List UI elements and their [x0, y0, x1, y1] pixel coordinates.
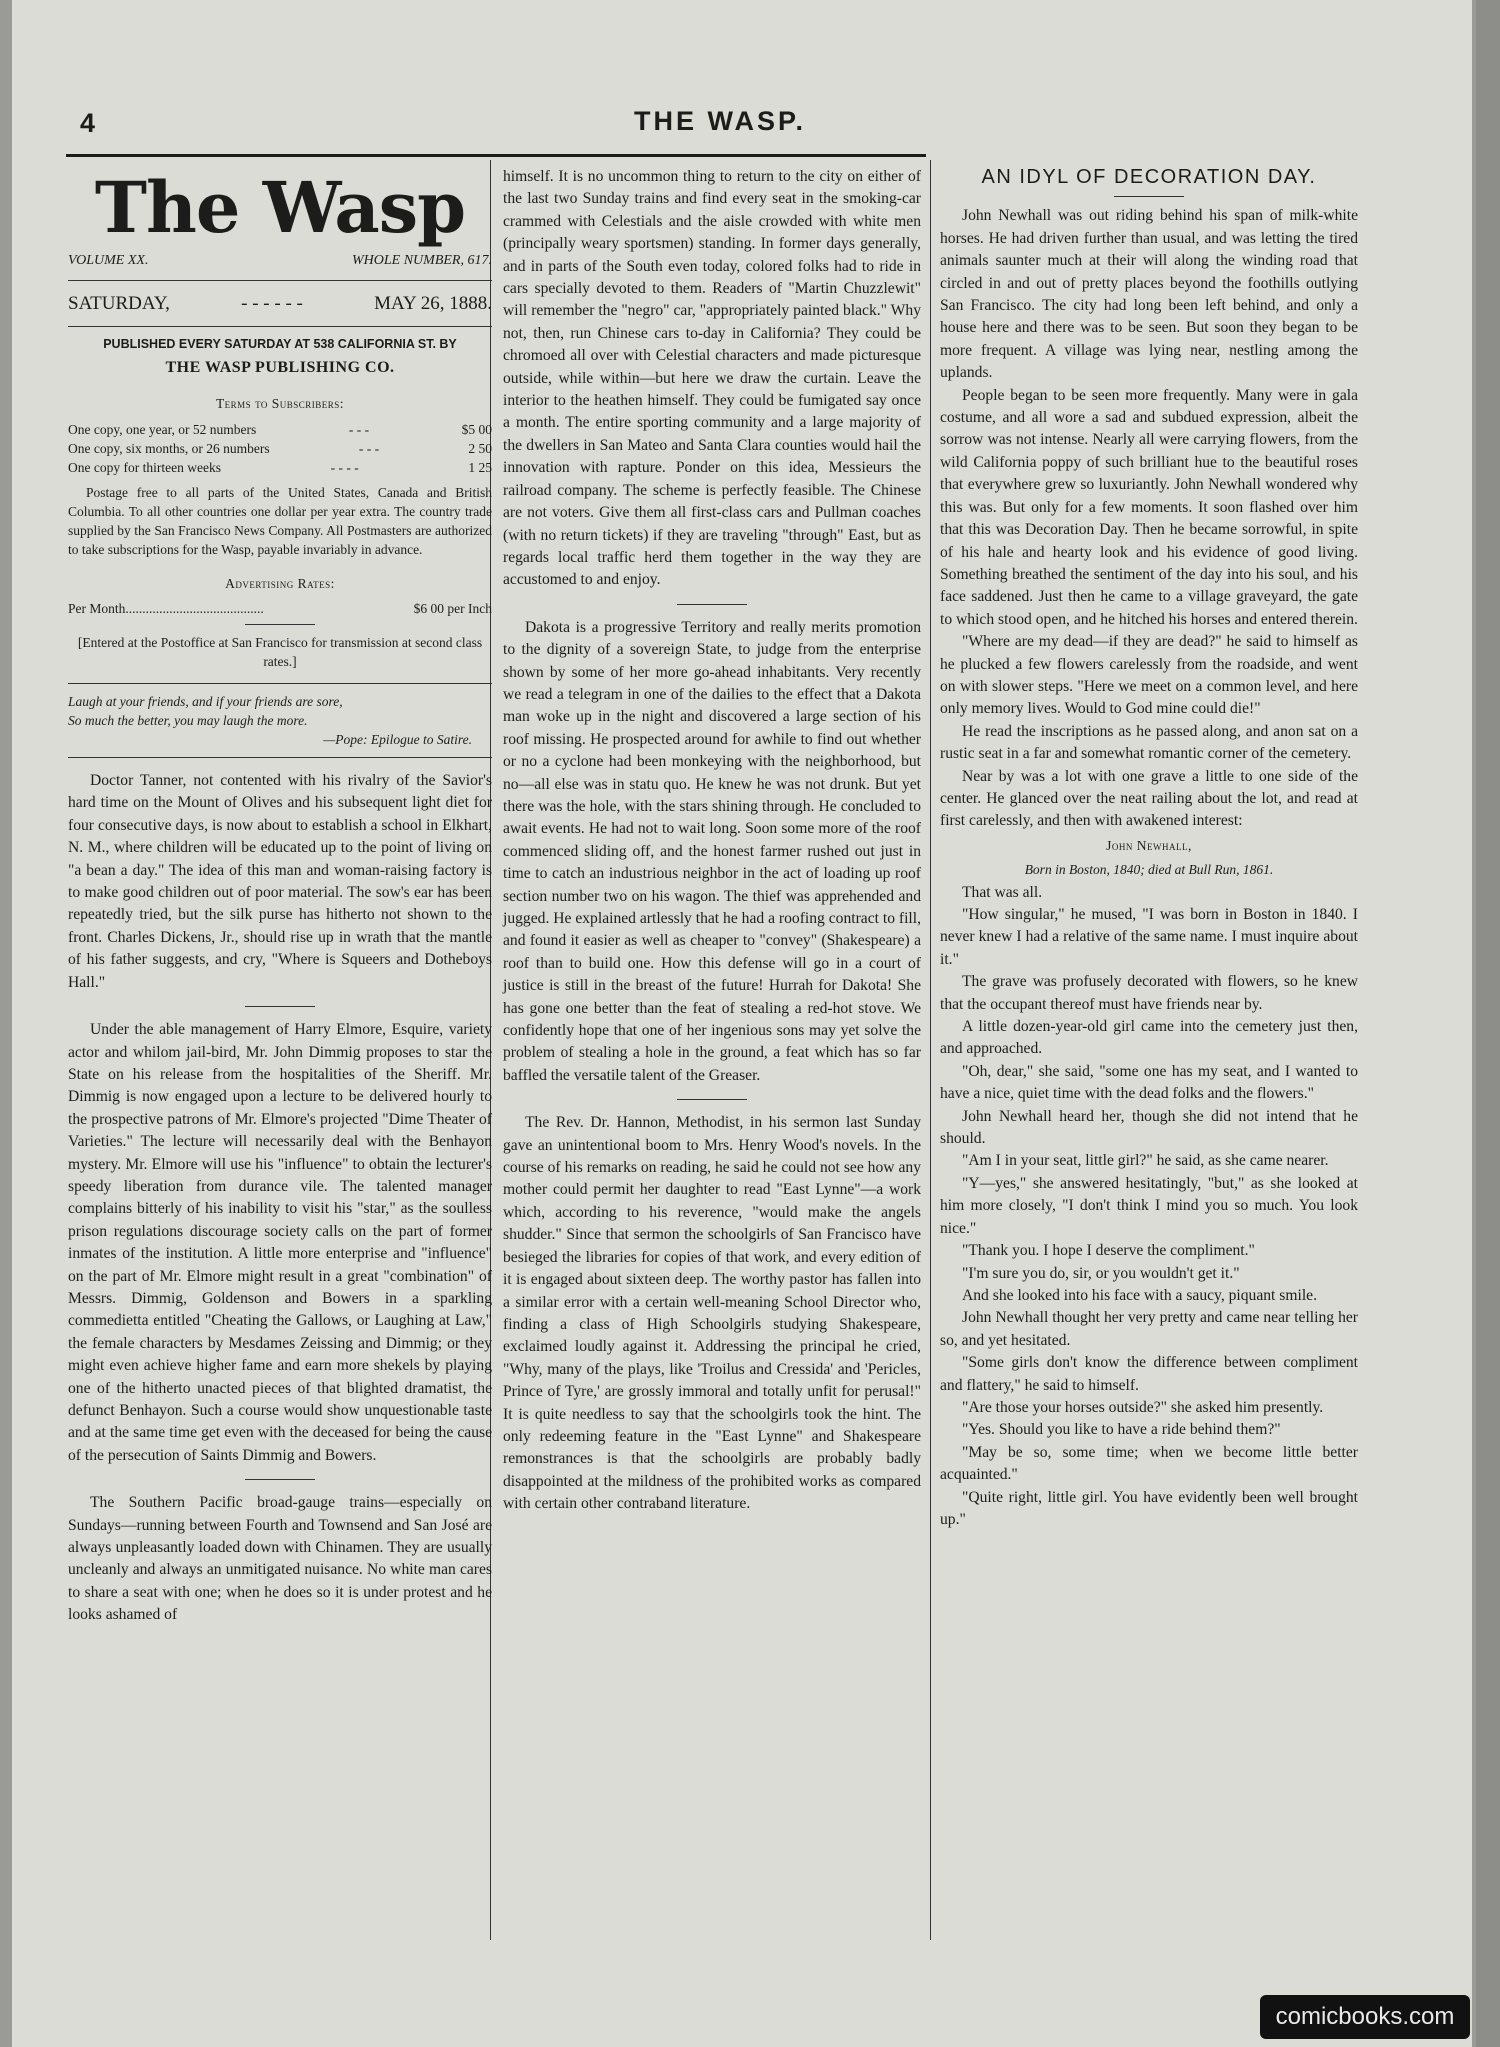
story-paragraph: "Thank you. I hope I deserve the compliment." — [962, 1242, 1255, 1260]
terms-row: One copy for thirteen weeks - - - - 1 25 — [68, 459, 492, 475]
separator — [677, 604, 747, 605]
divider — [68, 326, 492, 327]
watermark-logo: comicbooks.com — [1260, 1995, 1470, 2039]
epitaph-name: John Newhall, — [1106, 837, 1192, 853]
volume-line — [68, 250, 492, 272]
story-paragraph: He read the inscriptions as he passed along, and anon sat on a rustic seat in a far and somewhat romantic corner of the cemetery. — [940, 722, 1358, 763]
publisher: THE WASP PUBLISHING CO. — [165, 358, 395, 376]
advertising-rate: Per Month......................................... $6 00 per Inch — [68, 601, 492, 617]
masthead: The Wasp — [94, 166, 466, 249]
postage-notice: Postage free to all parts of the United States, Canada and British Columbia. To all other countries one dollar per year extra. The country trade supplied by the San Francisco News Company. All Postmasters are authorized to take subscriptions for the Wasp, payable invariably in advance. — [68, 484, 492, 557]
story-paragraph: A little dozen-year-old girl came into the cemetery just then, and approached. — [940, 1018, 1358, 1058]
terms-row: One copy, one year, or 52 numbers - - - $5 00 — [68, 421, 492, 437]
story-paragraph: "Am I in your seat, little girl?" he said, as she came nearer. — [962, 1152, 1329, 1170]
column-rule — [930, 160, 931, 1940]
epitaph-dates: Born in Boston, 1840; died at Bull Run, 1861. — [1024, 862, 1274, 878]
article-paragraph: The Rev. Dr. Hannon, Methodist, in his sermon last Sunday gave an unintentional boom to Mrs. Henry Wood's novels. In the course of his remarks on reading, he said he could not see how any mother could permit her daughter to read "East Lynne"—a work which, according to his reverence, "would make the angels shudder." Since that sermon the schoolgirls of San Francisco have besieged the libraries for copies of that work, and every edition of it is engaged about sixteen deep. The worthy pastor has fallen into a similar error with a certain well-meaning School Director who, finding a class of High Schoolgirls studying Shakespeare, exclaimed loudly against it. Addressing the principal he cried, "Why, many of the plays, like 'Troilus and Cressida' and 'Pericles, Prince of Tyre,' are grossly immoral and totally unfit for perusal!" It is quite needless to say that the schoolgirls took the hint. The only redeeming feature in the "East Lynne" and Shakespeare remonstrances is that the schoolgirls are probably badly disappointed at the mildness of the prohibited works as compared with certain other contraband literature. — [503, 1114, 921, 1513]
whole-number: WHOLE NUMBER, 617. — [352, 253, 492, 268]
story-paragraph: "Y—yes," she answered hesitatingly, "but," as she looked at him more closely, "I don't think I mind you so much. You look nice." — [940, 1174, 1358, 1237]
story-title: AN IDYL OF DECORATION DAY. — [981, 166, 1317, 188]
column-1 — [68, 166, 492, 1627]
separator — [677, 1099, 747, 1100]
separator — [245, 1006, 315, 1007]
published-notice: PUBLISHED EVERY SATURDAY AT 538 CALIFORNIA ST. BY — [103, 336, 457, 351]
story-paragraph: "How singular," he mused, "I was born in Boston in 1840. I never knew I had a relative of the same name. I must inquire about it." — [940, 906, 1358, 968]
terms-heading: Terms to Subscribers: — [215, 396, 345, 412]
postoffice-notice: [Entered at the Postoffice at San Francisco for transmission at second class rates.] — [77, 635, 483, 670]
story-paragraph: "Yes. Should you like to have a ride behind them?" — [962, 1421, 1281, 1439]
page-edge — [1476, 0, 1500, 2047]
article-paragraph: himself. It is no uncommon thing to return to the city on either of the last two Sunday trains and find every seat in the smoking-car crammed with Celestials and the aisle crowded with white men (principally weary sportsmen) standing. In former days generally, and in parts of the South even today, colored folks had to ride in cars specially devoted to them. Readers of "Martin Chuzzlewit" will remember the "negro" car, "appropriately painted black." Why not, then, run Chinese cars to-day in California? They could be chromoed all over with Celestial characters and made picturesque outside, while within—but here we draw the curtain. Leave the interior to the heathen himself. They could be fumigated say once a month. The entire sporting community and a large majority of the dwellers in San Mateo and Santa Clara counties would hail the innovation with rapture. Ponder on this idea, Messieurs the railroad company. The scheme is perfectly feasible. The Chinese are not voters. Give them all first-class cars and Pullman coaches (with no return tickets) if they are traveling "through" East, but as regards local traffic herd them together in the way they are accustomed to and enjoy. — [503, 168, 921, 589]
divider — [68, 280, 492, 281]
motto-line: So much the better, you may laugh the more. — [68, 713, 308, 729]
article-paragraph: Doctor Tanner, not contented with his rivalry of the Savior's hard time on the Mount of Olives and his subsequent light diet for four consecutive days, is now about to establish a school in Elkhart, N. M., where children will be educated up to the point of living on "a bean a day." The idea of this man and woman-raising factory is to make good children out of poor material. The sow's ear has been repeatedly tried, but the silk purse has hitherto not shown to the front. Charles Dickens, Jr., should rise up in wrath that the mantle of his father suggests, and cry, "Where is Squeers and Dotheboys Hall." — [68, 772, 492, 991]
issue-date: MAY 26, 1888. — [374, 293, 492, 315]
column-2 — [503, 166, 921, 1516]
article-paragraph: Under the able management of Harry Elmore, Esquire, variety actor and whilom jail-bird, Mr. John Dimmig proposes to star the State on his release from the hospitalities of the Sheriff. Mr. Dimmig is now engaged upon a lecture to be delivered hourly to the prospective patrons of Mr. Elmore's projected "Dime Theater of Varieties." The lecture will necessarily deal with the Benhayon mystery. Mr. Elmore will use his "influence" to obtain the lecturer's speedy liberation from durance vile. The talented manager complains bitterly of his inability to visit his "star," as the soulless prison regulations discourage society calls on the part of former inmates of the institution. A little more enterprise and "influence" on the part of Mr. Elmore might result in a great "combination" of Messrs. Dimmig, Goldenson and Bowers in a sparkling commedietta entitled "Cheating the Gallows, or Laughing at Law," the female characters by Mesdames Zeissing and Dimmig; or they might even achieve higher fame and earn more shekels by playing one of the hitherto unacted pieces of that blighted dramatist, the defunct Benhayon. Such a course would show unquestionable taste and at the same time get even with the deceased for being the cause of the persecution of Saints Dimmig and Bowers. — [68, 1021, 492, 1464]
story-paragraph: "Where are my dead—if they are dead?" he said to himself as he plucked a few flowers carelessly from the roadside, and went on with slower steps. "Here we meet on a common level, and here only memory lives. Would to God mine could die!" — [940, 633, 1358, 718]
story-paragraph: "Are those your horses outside?" she asked him presently. — [962, 1398, 1324, 1416]
story-paragraph: "Oh, dear," she said, "some one has my seat, and I wanted to have a nice, quiet time with the dead folks and the flowers." — [940, 1062, 1358, 1103]
separator — [245, 624, 315, 625]
story-paragraph: "May be so, some time; when we become little better acquainted." — [940, 1443, 1358, 1484]
story-paragraph: People began to be seen more frequently. Many were in gala costume, and all wore a sad and subdued expression, albeit the sorrow was not intense. Nearly all were carrying flowers, from the wild California poppy of such brilliant hue to the beautiful roses that everywhere grew so luxuriantly. John Newhall wondered why this was. But only for a few moments. It soon flashed over him that this was Decoration Day. Then he became sorrowful, in spite of his hale and hearty look and his evidence of good living. Something breathed the sentiment of the day into his soul, and his face saddened. Just then he came to a village graveyard, the gate to which stood open, and he hitched his horses and entered therein. — [940, 386, 1358, 628]
divider — [68, 757, 492, 758]
terms-row: One copy, six months, or 26 numbers - - - 2 50 — [68, 440, 492, 456]
story-paragraph: Near by was a lot with one grave a little to one side of the center. He glanced over the neat railing about the lot, and read at first carelessly, and then with awakened interest: — [940, 767, 1358, 830]
divider — [68, 683, 492, 684]
story-paragraph: John Newhall was out riding behind his span of milk-white horses. He had driven further than usual, and was letting the tired animals saunter much at their will along the winding road that circled in and out of pretty places beyond the foothills outlying San Francisco. The city had long been left behind, and only a house here and there was to be seen. But soon they began to be more frequent. A village was lying near, nestling among the uplands. — [940, 207, 1358, 382]
volume: VOLUME XX. — [68, 253, 149, 268]
issue-date-line — [68, 293, 492, 315]
separator — [245, 1479, 315, 1480]
story-paragraph: "Some girls don't know the difference between compliment and flattery," he said to himself. — [940, 1354, 1358, 1394]
motto-line: Laugh at your friends, and if your friends are sore, — [68, 694, 343, 710]
issue-day: SATURDAY, — [68, 293, 170, 315]
story-paragraph: And she looked into his face with a saucy, piquant smile. — [962, 1286, 1317, 1304]
separator — [1114, 196, 1184, 197]
column-3 — [940, 166, 1358, 1531]
motto-source: —Pope: Epilogue to Satire. — [323, 732, 472, 748]
advertising-heading: Advertising Rates: — [225, 575, 335, 591]
story-paragraph: "I'm sure you do, sir, or you wouldn't get it." — [962, 1264, 1240, 1282]
motto — [68, 692, 492, 749]
date-dashes: - - - - - - — [241, 293, 303, 315]
story-paragraph: "Quite right, little girl. You have evidently been well brought up." — [940, 1488, 1358, 1528]
article-paragraph: The Southern Pacific broad-gauge trains—especially on Sundays—running between Fourth and Townsend and San José are always unpleasantly loaded down with Chinamen. They are usually uncleanly and always an unmitigated nuisance. No white man cares to share a seat with one; when he does so it is under protest and he looks ashamed of — [68, 1494, 492, 1624]
page-number: 4 — [80, 108, 96, 138]
top-rule — [66, 154, 926, 157]
story-paragraph: The grave was profusely decorated with flowers, so he knew that the occupant thereof must have friends near by. — [940, 973, 1358, 1013]
story-paragraph: John Newhall heard her, though she did not intend that he should. — [940, 1107, 1358, 1148]
story-paragraph: That was all. — [962, 883, 1043, 901]
story-paragraph: John Newhall thought her very pretty and came near telling her so, and yet hesitated. — [940, 1309, 1358, 1349]
article-paragraph: Dakota is a progressive Territory and really merits promotion to the dignity of a sovereign State, to judge from the enterprise shown by some of her more go-ahead inhabitants. Very recently we read a telegram in one of the dailies to the effect that a Dakota man woke up in the night and discovered a large section of his roof missing. He prospected around for awhile to find out whether or no a cyclone had been monkeying with the neighborhood, but no—all else was in statu quo. He knew he was not drunk. But yet there was the hole, with the stars shining through. He concluded to await events. He had not to wait long. Soon some more of the roof commenced sliding off, and the honest farmer rushed out just in time to catch an industrious neighbor in the act of loading up roof section number two on his wagon. The thief was apprehended and jugged. He explained artlessly that he had a roofing contract to fill, and found it easier as well as cheaper to "convey" (Shakespeare) a roof than to build one. How this defense will go in a court of justice is still in the breast of the future! Hurrah for Dakota! She has gone one better than the feat of stealing a red-hot stove. We confidently hope that one of her ingenious sons may yet solve the problem of stealing a hole in the ground, a feat which has so far baffled the versatile talent of the Greaser. — [503, 618, 921, 1084]
running-title: THE WASP. — [633, 106, 807, 136]
